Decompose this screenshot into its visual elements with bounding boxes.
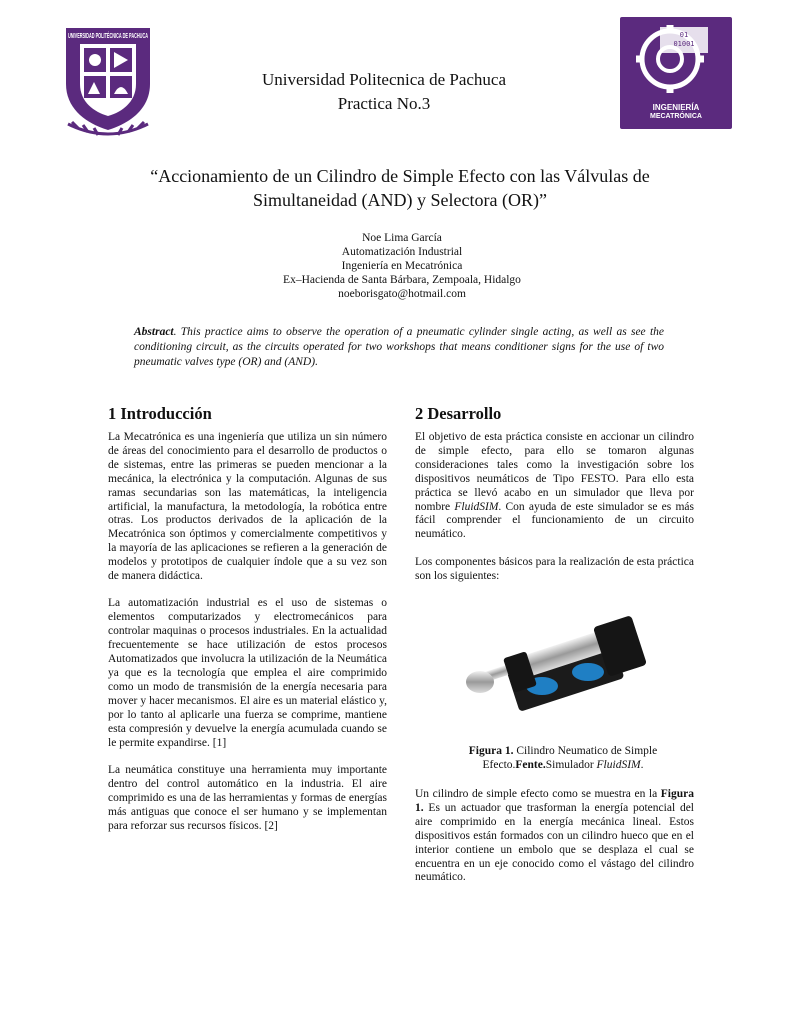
column-right-top (415, 431, 694, 597)
university-name: Universidad Politecnica de Pachuca (261, 70, 507, 89)
paragraph: El objetivo de esta práctica consiste en accionar un cilindro de simple efecto, para ello se tomaron algunas consideraciones tales como la investigación sobre los dispositivos neumáticos de Tipo FESTO. Para ello esta práctica se llevó acabo en un simulador que lleva por nombre FluidSIM. Con ayuda de este simulador se es más fácil comprender el funcionamiento de un circuito neumático. (415, 431, 694, 541)
abstract-text: . This practice aims to observe the operation of a pneumatic cylinder single acting, as well as see the conditioning circuit, as the circuits operated for two workshops that means conditioner signs for the use of two pneumatic valves type (OR) and (AND). (134, 326, 664, 368)
section-heading-introduccion: 1 Introducción (108, 404, 212, 423)
paper-title-line2: Simultaneidad (AND) y Selectora (OR)” (253, 190, 547, 210)
section-heading-desarrollo: 2 Desarrollo (415, 404, 502, 423)
paragraph: La automatización industrial es el uso de sistemas o elementos computarizados y electromecánicos para controlar maquinas o procesos industriales. En la actualidad frecuentemente se hace utilización de estos procesos Automatizados que involucra la utilización de la Neumática ya que es la tecnología que emplea el aire comprimido como un modo de transmisión de la energía necesaria para mover y hacer mecanismos. El aire es un material elástico y, por lo tanto al aplicarle una fuerza se comprime, mantiene esta compresión y devuelve la energía acumulada cuando se le permite expandirse. [1] (108, 597, 387, 749)
author-program: Ingeniería en Mecatrónica (341, 260, 463, 272)
logo-line1: INGENIERÍA (652, 103, 700, 112)
svg-text:01001: 01001 (673, 40, 695, 48)
figure-caption-line1: Figura 1. Cilindro Neumatico de Simple (468, 745, 658, 757)
abstract (134, 325, 664, 370)
paper-title-line1: “Accionamiento de un Cilindro de Simple Efecto con las Válvulas de (150, 166, 650, 186)
abstract-label: Abstract (134, 326, 174, 338)
paragraph: La neumática constituye una herramienta muy importante dentro del control automático en la industria. El aire comprimido es una de las herramientas y formas de energías más antiguas que conoce el ser humano y se implementan para reforzar sus recursos físicos. [2] (108, 763, 387, 832)
logo-text: UNIVERSIDAD POLITÉCNICA DE PACHUCA (68, 31, 149, 40)
paragraph: Los componentes básicos para la realización de esta práctica son los siguientes: (415, 555, 694, 582)
author-course: Automatización Industrial (341, 246, 463, 258)
author-name: Noe Lima García (362, 232, 442, 244)
author-email: noeborisgato@hotmail.com (338, 288, 466, 300)
paragraph: Un cilindro de simple efecto como se muestra en la Figura 1. Es un actuador que trasforman la energía potencial del aire comprimido en la energía mecánica lineal. Estos dispositivos están formados con un cilindro hueco que en el interior contiene un embolo que se desplaza el cual se encuentra en un eje conocido como el vástago del cilindro neumático. (415, 788, 694, 884)
svg-text:01: 01 (679, 31, 689, 39)
column-right-bottom (415, 788, 694, 899)
logo-line2: MECATRÓNICA (650, 113, 702, 120)
cylinder-figure (460, 610, 660, 716)
figure-caption-line2: Efecto.Fente.Simulador FluidSIM. (482, 759, 644, 771)
paragraph: La Mecatrónica es una ingeniería que utiliza un sin número de áreas del conocimiento para el desarrollo de productos o de sistemas, entre las primeras se pueden mencionar a la mecánica, la electrónica y la computación. Algunas de sus ramas secundarias son las matemáticas, la inteligencia artificial, la manufactura, la metodología, la robótica entre otras. Los productos derivados de la aplicación de la Mecatrónica son óptimos y comercialmente competitivos y la mayoría de las aplicaciones se refieren a la generación de modelos y prototipos de cualquier índole que a su vez son de manera didáctica. (108, 431, 387, 583)
column-left (108, 431, 387, 847)
practice-number: Practica No.3 (337, 94, 431, 113)
author-address: Ex–Hacienda de Santa Bárbara, Zempoala, Hidalgo (283, 274, 521, 286)
